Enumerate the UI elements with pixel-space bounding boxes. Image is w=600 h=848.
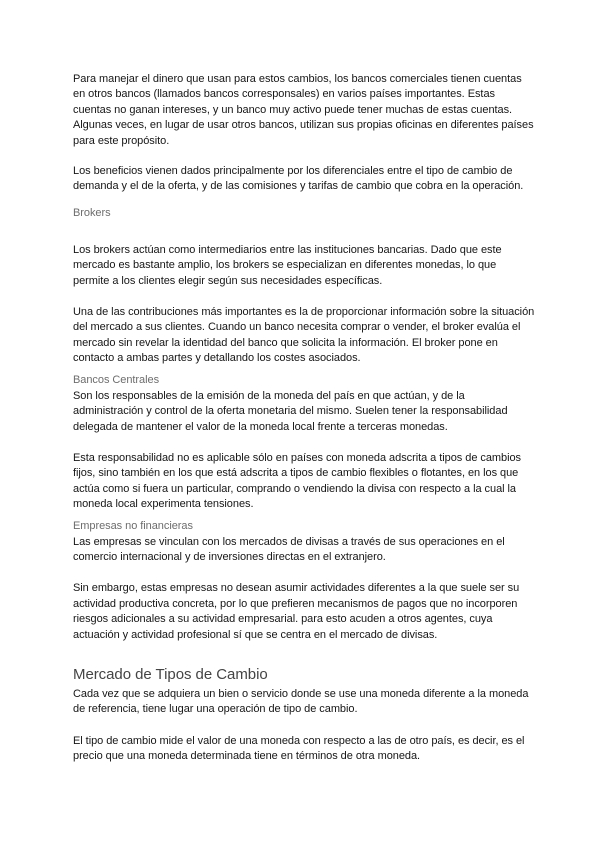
heading-brokers: Brokers [73, 206, 111, 219]
heading-central-banks: Bancos Centrales [73, 373, 160, 386]
paragraph-intro-1: Para manejar el dinero que usan para estos cambios, los bancos comerciales tienen cuentas en otros bancos (llamados bancos corresponsales) en varios países importantes. Estas cuentas no ganan intereses, y un banco muy activo puede tener muchas de estas cuentas. Algunas veces, en lugar de usar otros bancos, utilizan sus propias oficinas en diferentes países para este propósito. [73, 73, 534, 147]
heading-non-financial: Empresas no financieras [73, 519, 193, 532]
paragraph-nonfin-1: Las empresas se vinculan con los mercados de divisas a través de sus operaciones en el comercio internacional y de inversiones directas en el extranjero. [73, 535, 505, 563]
document-body [73, 72, 535, 765]
paragraph-central-2: Esta responsabilidad no es aplicable sólo en países con moneda adscrita a tipos de cambios fijos, sino también en los que está adscrita a tipos de cambio flexibles o flotantes, en los que actúa como si fuera un particular, comprando o vendiendo la divisa con respecto a la cual la moneda local experimenta tensiones. [73, 451, 521, 511]
paragraph-brokers-1: Los brokers actúan como intermediarios entre las instituciones bancarias. Dado que este mercado es bastante amplio, los brokers se especializan en diferentes monedas, lo que permite a los clientes elegir según sus necesidades específicas. [73, 243, 502, 287]
paragraph-central-1: Son los responsables de la emisión de la moneda del país en que actúan, y de la administración y control de la oferta monetaria del mismo. Suelen tener la responsabilidad delegada de mantener el valor de la moneda local frente a terceras monedas. [73, 389, 508, 433]
heading-exchange-market: Mercado de Tipos de Cambio [73, 665, 268, 683]
paragraph-market-2: El tipo de cambio mide el valor de una moneda con respecto a las de otro país, es decir, es el precio que una moneda determinada tiene en términos de otra moneda. [73, 734, 525, 763]
paragraph-nonfin-2: Sin embargo, estas empresas no desean asumir actividades diferentes a la que suele ser su actividad productiva concreta, por lo que prefieren mecanismos de pagos que no incorporen riesgos adicionales a su actividad empresarial. para esto acuden a otros agentes, cuya actuación y actividad profesional sí que se centra en el mercado de divisas. [73, 582, 520, 641]
paragraph-market-1: Cada vez que se adquiera un bien o servicio donde se use una moneda diferente a la moneda de referencia, tiene lugar una operación de tipo de cambio. [73, 687, 529, 716]
paragraph-intro-2: Los beneficios vienen dados principalmente por los diferenciales entre el tipo de cambio de demanda y el de la oferta, y de las comisiones y tarifas de cambio que cobra en la operación. [73, 165, 524, 193]
paragraph-brokers-2: Una de las contribuciones más importantes es la de proporcionar información sobre la situación del mercado a sus clientes. Cuando un banco necesita comprar o vender, el broker evalúa el mercado sin revelar la identidad del banco que solicita la información. El broker pone en contacto a ambas partes y detallando los costes asociados. [73, 306, 535, 365]
